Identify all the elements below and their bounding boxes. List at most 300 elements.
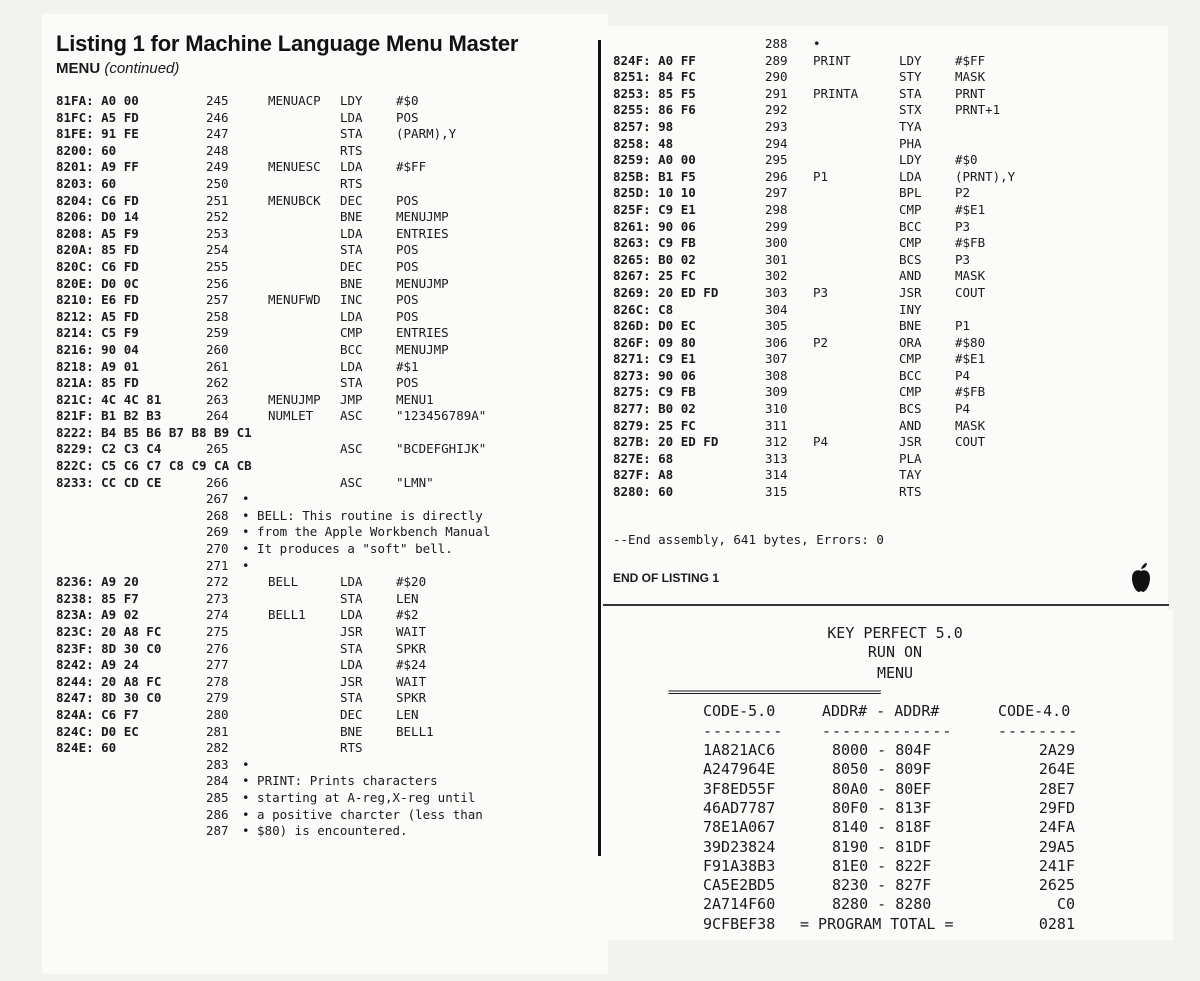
code-num: 274 [206, 607, 229, 623]
code-op: LDA [340, 308, 363, 324]
code-num: 279 [206, 690, 229, 706]
code-op: BCS [899, 251, 922, 267]
keyperfect-separator: ===================================== [668, 685, 880, 699]
code-op: LDA [340, 657, 363, 673]
code-line [613, 202, 1163, 219]
code-op: JMP [340, 391, 363, 407]
code-num: 280 [206, 706, 229, 722]
code-comment: • from the Apple Workbench Manual [242, 524, 491, 540]
code-line [56, 110, 601, 127]
code-line [56, 392, 601, 409]
code-line [56, 408, 601, 425]
code-operand: #$20 [396, 574, 427, 590]
code-num: 299 [765, 218, 788, 234]
code-label: MENUJMP [268, 391, 321, 407]
code-addr: 81FC: A5 FD [56, 109, 139, 125]
code-addr: 8271: C9 E1 [613, 351, 696, 367]
code-addr: 827F: A8 [613, 467, 674, 483]
code-op: AND [899, 268, 922, 284]
code-num: 253 [206, 225, 229, 241]
code-operand: "BCDEFGHIJK" [396, 441, 487, 457]
code-addr: 8242: A9 24 [56, 657, 139, 673]
code-comment: • [242, 491, 250, 507]
code-addr: 821F: B1 B2 B3 [56, 408, 162, 424]
code-operand: (PRNT),Y [955, 168, 1016, 184]
code-addr: 8269: 20 ED FD [613, 284, 719, 300]
code-num: 298 [765, 201, 788, 217]
code-op: STA [899, 85, 922, 101]
checksum-code5: F91A38B3 [703, 856, 776, 875]
code-operand: MASK [955, 69, 986, 85]
code-op: DEC [340, 192, 363, 208]
code-operand: BELL1 [396, 723, 434, 739]
code-op: STA [340, 640, 363, 656]
checksum-code4: 29FD [1038, 798, 1075, 817]
checksum-code5: 78E1A067 [703, 818, 776, 837]
code-line [56, 259, 601, 276]
code-addr: 8280: 60 [613, 484, 674, 500]
code-addr: 821A: 85 FD [56, 375, 139, 391]
code-operand: WAIT [396, 673, 427, 689]
code-op: CMP [899, 235, 922, 251]
code-line [56, 508, 601, 525]
code-comment: • PRINT: Prints characters [242, 773, 438, 789]
code-addr: 826D: D0 EC [613, 318, 696, 334]
code-line [56, 475, 601, 492]
column-header: ADDR# - ADDR# [822, 702, 940, 720]
code-op: LDA [340, 159, 363, 175]
code-comment: • [813, 36, 821, 51]
code-addr: 8204: C6 FD [56, 192, 139, 208]
code-line [613, 451, 1163, 468]
code-line [613, 418, 1163, 435]
code-addr: 822C: C5 C6 C7 C8 C9 CA CB [56, 458, 252, 474]
code-label: BELL1 [268, 607, 306, 623]
code-num: 275 [206, 624, 229, 639]
code-num: 314 [765, 467, 788, 483]
code-line [56, 641, 601, 658]
code-num: 284 [206, 773, 229, 789]
code-label: MENUACP [268, 93, 321, 108]
code-num: 252 [206, 209, 229, 225]
address-range: 80A0 - 80EF [832, 779, 932, 798]
code-line [56, 491, 601, 508]
code-op: LDA [340, 574, 363, 590]
code-num: 291 [765, 85, 788, 101]
code-operand: P2 [955, 185, 971, 201]
code-num: 315 [765, 484, 788, 500]
code-line [56, 574, 601, 591]
code-operand: POS [396, 292, 419, 308]
code-addr: 8267: 25 FC [613, 268, 696, 284]
code-op: STA [340, 690, 363, 706]
code-addr: 825B: B1 F5 [613, 168, 696, 184]
code-addr: 820C: C6 FD [56, 258, 139, 274]
code-label: P2 [813, 334, 829, 350]
code-line [56, 359, 601, 376]
address-range: 8280 - 8280 [832, 895, 932, 914]
code-num: 246 [206, 109, 229, 125]
code-addr: 8255: 86 F6 [613, 102, 696, 118]
code-label: P4 [813, 434, 829, 450]
code-op: LDA [340, 358, 363, 374]
code-num: 307 [765, 351, 788, 367]
code-line [613, 136, 1163, 153]
code-num: 300 [765, 235, 788, 251]
code-line [56, 591, 601, 608]
code-num: 283 [206, 756, 229, 772]
code-op: BNE [899, 318, 922, 334]
code-op: DEC [340, 258, 363, 274]
code-num: 260 [206, 341, 229, 357]
code-addr: 8218: A9 01 [56, 358, 139, 374]
code-op: BCC [340, 341, 363, 357]
code-num: 259 [206, 325, 229, 341]
code-line [56, 176, 601, 193]
header-dashes: -------- [703, 722, 784, 740]
code-op: AND [899, 417, 922, 433]
code-line [56, 309, 601, 326]
code-line [56, 724, 601, 741]
code-operand: #$0 [396, 93, 419, 108]
code-addr: 825D: 10 10 [613, 185, 696, 201]
code-num: 312 [765, 434, 788, 450]
code-op: ASC [340, 408, 363, 424]
code-num: 303 [765, 284, 788, 300]
code-line [56, 740, 601, 757]
code-line [56, 126, 601, 143]
code-operand: PRNT+1 [955, 102, 1001, 118]
code-line [613, 467, 1163, 484]
code-operand: POS [396, 242, 419, 258]
code-addr: 8210: E6 FD [56, 292, 139, 308]
code-op: INY [899, 301, 922, 317]
code-num: 268 [206, 507, 229, 523]
code-addr: 824F: A0 FF [613, 52, 696, 68]
code-num: 249 [206, 159, 229, 175]
code-operand: MENUJMP [396, 341, 449, 357]
code-addr: 821C: 4C 4C 81 [56, 391, 162, 407]
checksum-code5: 3F8ED55F [703, 779, 776, 798]
column-divider [598, 40, 601, 856]
code-num: 292 [765, 102, 788, 118]
code-op: LDY [899, 152, 922, 168]
code-operand: #$FB [955, 235, 986, 251]
code-line [56, 292, 601, 309]
checksum-code4: 24FA [1038, 818, 1075, 837]
code-label: NUMLET [268, 408, 314, 424]
code-num: 273 [206, 590, 229, 606]
code-op: RTS [340, 175, 363, 191]
code-addr: 8222: B4 B5 B6 B7 B8 B9 C1 [56, 424, 252, 440]
code-line [613, 384, 1163, 401]
code-addr: 820E: D0 0C [56, 275, 139, 291]
code-op: LDA [340, 109, 363, 125]
checksum-code4: 264E [1038, 760, 1075, 779]
code-line [56, 458, 601, 475]
code-line [56, 375, 601, 392]
code-operand: POS [396, 109, 419, 125]
code-addr: 81FE: 91 FE [56, 126, 139, 142]
code-op: RTS [340, 740, 363, 756]
code-line [613, 318, 1163, 335]
checksum-code5: 46AD7787 [703, 798, 776, 817]
code-addr: 826C: C8 [613, 301, 674, 317]
code-operand: P4 [955, 401, 971, 417]
code-addr: 81FA: A0 00 [56, 93, 139, 108]
code-op: JSR [340, 673, 363, 689]
code-op: RTS [340, 142, 363, 158]
code-num: 270 [206, 541, 229, 557]
code-op: STA [340, 375, 363, 391]
code-operand: #$24 [396, 657, 427, 673]
code-addr: 823C: 20 A8 FC [56, 624, 162, 639]
code-label: P1 [813, 168, 829, 184]
code-addr: 8247: 8D 30 C0 [56, 690, 162, 706]
code-op: JSR [899, 434, 922, 450]
code-num: 267 [206, 491, 229, 507]
code-op: LDA [340, 607, 363, 623]
code-operand: (PARM),Y [396, 126, 457, 142]
assembly-summary: --End assembly, 641 bytes, Errors: 0 [613, 532, 884, 547]
header-dashes: -------- [998, 722, 1079, 740]
code-operand: MENUJMP [396, 275, 449, 291]
address-range: 80F0 - 813F [832, 798, 932, 817]
left-code-listing [56, 93, 601, 840]
code-num: 305 [765, 318, 788, 334]
code-op: TYA [899, 118, 922, 134]
column-header: CODE-5.0 [703, 702, 776, 720]
code-operand: COUT [955, 434, 986, 450]
code-comment: • [242, 557, 250, 573]
code-line [613, 36, 1163, 53]
code-num: 257 [206, 292, 229, 308]
code-line [613, 285, 1163, 302]
code-addr: 8257: 98 [613, 118, 674, 134]
listing-title: Listing 1 for Machine Language Menu Master [56, 31, 519, 56]
code-op: BCS [899, 401, 922, 417]
code-line [56, 790, 601, 807]
code-addr: 823A: A9 02 [56, 607, 139, 623]
code-op: BCC [899, 367, 922, 383]
code-line [56, 226, 601, 243]
code-line [613, 102, 1163, 119]
code-operand: SPKR [396, 640, 427, 656]
code-num: 278 [206, 673, 229, 689]
code-addr: 8251: 84 FC [613, 69, 696, 85]
code-num: 261 [206, 358, 229, 374]
code-op: LDY [899, 52, 922, 68]
code-op: INC [340, 292, 363, 308]
code-operand: "123456789A" [396, 408, 487, 424]
code-operand: MASK [955, 268, 986, 284]
code-line [613, 268, 1163, 285]
code-line [56, 674, 601, 691]
code-operand: #$FB [955, 384, 986, 400]
code-op: BNE [340, 209, 363, 225]
code-num: 293 [765, 118, 788, 134]
code-operand: MASK [955, 417, 986, 433]
code-operand: "LMN" [396, 474, 434, 490]
code-label: MENUESC [268, 159, 321, 175]
code-line [56, 823, 601, 840]
code-line [613, 86, 1163, 103]
checksum-code5: 2A714F60 [703, 895, 776, 914]
code-num: 313 [765, 450, 788, 466]
code-num: 254 [206, 242, 229, 258]
code-line [56, 657, 601, 674]
code-line [613, 368, 1163, 385]
code-operand: MENU1 [396, 391, 434, 407]
code-num: 248 [206, 142, 229, 158]
code-addr: 8201: A9 FF [56, 159, 139, 175]
code-op: STA [340, 126, 363, 142]
code-addr: 823F: 8D 30 C0 [56, 640, 162, 656]
code-num: 272 [206, 574, 229, 590]
code-op: CMP [899, 384, 922, 400]
checksum-code5: A247964E [703, 760, 776, 779]
code-num: 247 [206, 126, 229, 142]
code-num: 288 [765, 36, 788, 51]
code-line [613, 152, 1163, 169]
code-num: 281 [206, 723, 229, 739]
code-num: 271 [206, 557, 229, 573]
program-total-code4: 0281 [1038, 914, 1075, 933]
code-addr: 820A: 85 FD [56, 242, 139, 258]
code-operand: P4 [955, 367, 971, 383]
code-operand: LEN [396, 706, 419, 722]
end-of-listing-label: END OF LISTING 1 [613, 571, 720, 585]
address-range: 8050 - 809F [832, 760, 932, 779]
code-addr: 8212: A5 FD [56, 308, 139, 324]
code-addr: 826F: 09 80 [613, 334, 696, 350]
code-line [613, 484, 1163, 501]
code-addr: 8258: 48 [613, 135, 674, 151]
column-header: CODE-4.0 [998, 702, 1071, 720]
code-operand: #$E1 [955, 351, 986, 367]
checksum-code4: 241F [1038, 856, 1075, 875]
code-num: 296 [765, 168, 788, 184]
code-comment: • starting at A-reg,X-reg until [242, 789, 476, 805]
code-line [56, 707, 601, 724]
checksum-code4: 2625 [1038, 876, 1075, 895]
code-operand: P3 [955, 218, 971, 234]
code-line [56, 325, 601, 342]
code-line [56, 441, 601, 458]
code-num: 276 [206, 640, 229, 656]
code-num: 262 [206, 375, 229, 391]
checksum-code5: 39D23824 [703, 837, 776, 856]
code-op: PLA [899, 450, 922, 466]
code-operand: SPKR [396, 690, 427, 706]
address-range: 8140 - 818F [832, 818, 932, 837]
code-num: 304 [765, 301, 788, 317]
code-addr: 824A: C6 F7 [56, 706, 139, 722]
code-addr: 8273: 90 06 [613, 367, 696, 383]
code-operand: MENUJMP [396, 209, 449, 225]
code-num: 250 [206, 175, 229, 191]
code-addr: 8275: C9 FB [613, 384, 696, 400]
address-range: 8000 - 804F [832, 741, 932, 759]
code-op: RTS [899, 484, 922, 500]
code-operand: ENTRIES [396, 325, 449, 341]
code-operand: #$E1 [955, 201, 986, 217]
code-op: ASC [340, 441, 363, 457]
checksum-code4: 28E7 [1038, 779, 1075, 798]
code-line [56, 690, 601, 707]
code-num: 287 [206, 823, 229, 839]
right-code-listing [613, 36, 1163, 501]
code-op: JSR [899, 284, 922, 300]
code-line [613, 119, 1163, 136]
checksum-code4: C0 [1056, 895, 1075, 914]
code-num: 277 [206, 657, 229, 673]
code-addr: 825F: C9 E1 [613, 201, 696, 217]
code-op: STX [899, 102, 922, 118]
address-range: 8190 - 81DF [832, 837, 932, 856]
code-comment: • $80) is encountered. [242, 823, 408, 839]
code-line [613, 252, 1163, 269]
code-comment: • It produces a "soft" bell. [242, 541, 453, 557]
code-num: 301 [765, 251, 788, 267]
code-line [56, 209, 601, 226]
code-op: STA [340, 590, 363, 606]
code-addr: 8203: 60 [56, 175, 117, 191]
code-num: 245 [206, 93, 229, 108]
code-line [613, 169, 1163, 186]
code-line [613, 69, 1163, 86]
code-operand: COUT [955, 284, 986, 300]
code-num: 290 [765, 69, 788, 85]
code-num: 311 [765, 417, 788, 433]
code-operand: P3 [955, 251, 971, 267]
code-addr: 8233: CC CD CE [56, 474, 162, 490]
code-addr: 8238: 85 F7 [56, 590, 139, 606]
code-operand: #$0 [955, 152, 978, 168]
address-range: 81E0 - 822F [832, 856, 932, 875]
code-line [56, 242, 601, 259]
code-label: MENUBCK [268, 192, 321, 208]
code-line [613, 335, 1163, 352]
code-label: PRINT [813, 52, 851, 68]
code-num: 297 [765, 185, 788, 201]
code-op: CMP [899, 351, 922, 367]
code-line [56, 276, 601, 293]
code-addr: 8259: A0 00 [613, 152, 696, 168]
code-operand: #$1 [396, 358, 419, 374]
code-op: BCC [899, 218, 922, 234]
code-num: 310 [765, 401, 788, 417]
code-line [613, 219, 1163, 236]
checksum-code4: 29A5 [1038, 837, 1075, 856]
code-addr: 8244: 20 A8 FC [56, 673, 162, 689]
code-addr: 824C: D0 EC [56, 723, 139, 739]
code-addr: 8214: C5 F9 [56, 325, 139, 341]
code-num: 295 [765, 152, 788, 168]
code-addr: 8229: C2 C3 C4 [56, 441, 162, 457]
code-addr: 8277: B0 02 [613, 401, 696, 417]
code-operand: POS [396, 192, 419, 208]
code-operand: POS [396, 258, 419, 274]
code-line [613, 53, 1163, 70]
code-addr: 8216: 90 04 [56, 341, 139, 357]
code-op: ASC [340, 474, 363, 490]
code-num: 294 [765, 135, 788, 151]
code-addr: 8265: B0 02 [613, 251, 696, 267]
subtitle-note: (continued) [104, 60, 180, 77]
keyperfect-program: MENU [876, 664, 914, 682]
code-op: BNE [340, 275, 363, 291]
